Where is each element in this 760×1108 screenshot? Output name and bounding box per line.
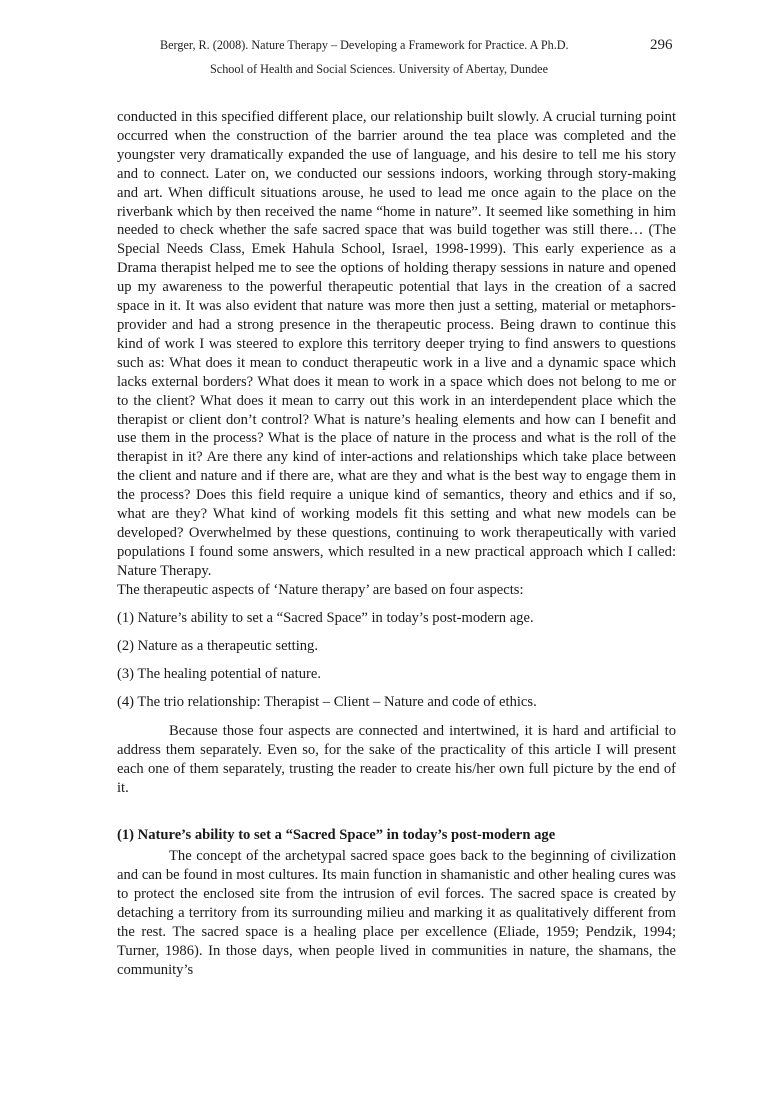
aspect-item-3: (3) The healing potential of nature. [117,665,321,682]
aspect-item-1: (1) Nature’s ability to set a “Sacred Space” in today’s post-modern age. [117,609,534,626]
section-heading: (1) Nature’s ability to set a “Sacred Space” in today’s post-modern age [117,826,556,843]
paragraph-aspects-connected: Because those four aspects are connected and intertwined, it is hard and artificial to address them separately. Even so, for the sake of the practicality of this article I will present each one of them separately, trusting the reader to create his/her own full picture by the end of it. [117,722,676,796]
aspect-item-4: (4) The trio relationship: Therapist – Client – Nature and code of ethics. [117,694,537,711]
running-header [160,33,680,81]
header-citation-line1: Berger, R. (2008). Nature Therapy – Developing a Framework for Practice. A Ph.D. [160,38,569,52]
page-number: 296 [650,37,673,53]
aspects-intro: The therapeutic aspects of ‘Nature therapy’ are based on four aspects: [117,581,524,598]
paragraph-continuation: conducted in this specified different place, our relationship built slowly. A crucial turning point occurred when the construction of the barrier around the tea place was completed and the youngster very dramatically expanded the use of language, and his desire to tell me his story and to connect. Later on, we conducted our sessions indoors, working through story-making and art. When difficult situations arouse, he used to lead me once again to the place on the riverbank which by then received the name “home in nature”. It seemed like something in him needed to check whether the safe sacred space that was build together was still there… (The Special Needs Class, Emek Hahula School, Israel, 1998-1999). This early experience as a Drama therapist helped me to see the options of holding therapy sessions in nature and opened up my awareness to the powerful therapeutic potential that lays in the creation of a sacred space in it. It was also evident that nature was more then just a setting, material or metaphors- provider and had a strong presence in the therapeutic process. Being drawn to continue this kind of work I was steered to explore this territory deeper trying to find answers to questions such as: What does it mean to conduct therapeutic work in a live and a dynamic space which lacks external borders? What does it mean to work in a space which does not belong to me or to the client? What does it mean to carry out this work in an interdependent place which the therapist or client don’t control? What is nature’s healing elements and how can I benefit and use them in the process? What is the place of nature in the process and what is the roll of the therapist in it? Are there any kind of inter-actions and relationships which take place between the client and nature and if there are, what are they and what is the best way to engage them in the process? Does this field require a unique kind of semantics, theory and ethics and if so, what are they? What kind of working models fit this setting and what new models can be developed? Overwhelmed by these questions, continuing to work therapeutically with varied populations I found some answers, which resulted in a new practical approach which I called: Nature Therapy. [117,109,676,579]
body-text [117,108,676,980]
header-citation-line2: School of Health and Social Sciences. University of Abertay, Dundee [210,62,548,76]
paragraph-sacred-space: The concept of the archetypal sacred space goes back to the beginning of civilization and can be found in most cultures. Its main function in shamanistic and other healing cures was to protect the enclosed site from the intrusion of evil forces. The sacred space is created by detaching a territory from its surrounding milieu and marking it as qualitatively different from the rest. The sacred space is a healing place per excellence (Eliade, 1959; Pendzik, 1994; Turner, 1986). In those days, when people lived in communities in nature, the shamans, the community’s [117,848,676,978]
aspect-item-2: (2) Nature as a therapeutic setting. [117,637,318,654]
